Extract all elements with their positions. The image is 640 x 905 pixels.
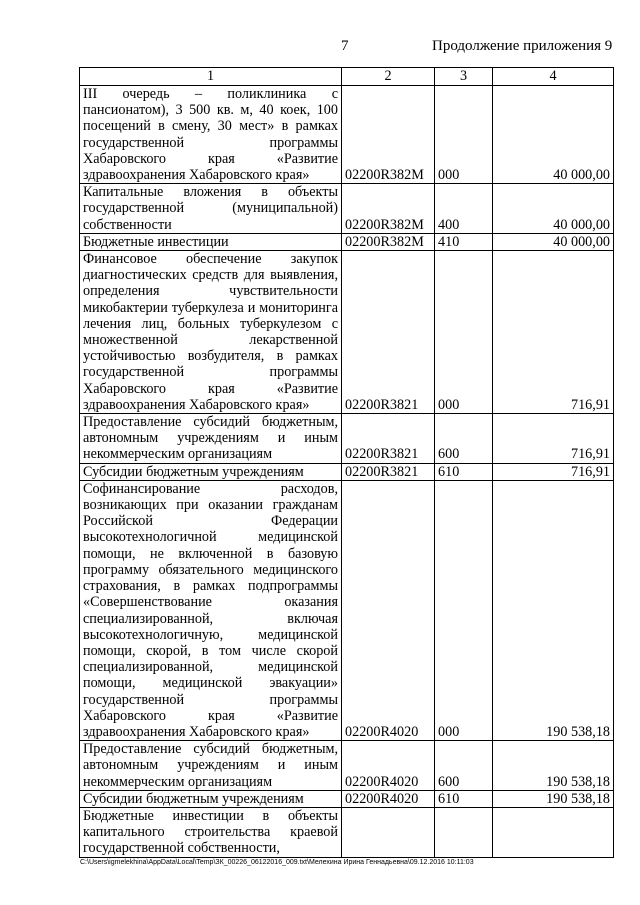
table-row: [80, 251, 614, 414]
row-kind: [435, 807, 493, 857]
table-row: [80, 184, 614, 234]
column-header-1: 1: [80, 68, 342, 86]
row-kind: 400: [435, 184, 493, 234]
table-row: [80, 414, 614, 464]
row-kind: 600: [435, 414, 493, 464]
column-header-4: 4: [493, 68, 614, 86]
row-code: [342, 807, 435, 857]
footer-file-path: C:\Users\igmelekhina\AppData\Local\Temp\ЗК_00226_06122016_009.txt\Мелехина Ирина Геннадьевна\09.12.2016 10:11:03: [80, 859, 474, 866]
row-amount: [493, 807, 614, 857]
row-name: Предоставление субсидий бюджетным, автономным учреждениям и иным некоммерческим организациям: [80, 414, 342, 464]
row-kind: 600: [435, 741, 493, 791]
row-kind: 000: [435, 86, 493, 184]
row-amount: 716,91: [493, 251, 614, 414]
row-code: 02200R382M: [342, 184, 435, 234]
row-code: 02200R4020: [342, 480, 435, 740]
table-header-row: [80, 68, 614, 86]
row-code: 02200R382M: [342, 233, 435, 250]
row-kind: 610: [435, 790, 493, 807]
row-amount: 716,91: [493, 463, 614, 480]
appendix-continuation-note: Продолжение приложения 9: [432, 38, 613, 54]
row-kind: 410: [435, 233, 493, 250]
row-code: 02200R3821: [342, 463, 435, 480]
row-name: Бюджетные инвестиции в объекты капитального строительства краевой государственной собственности,: [80, 807, 342, 857]
table-row: [80, 463, 614, 480]
row-name: Субсидии бюджетным учреждениям: [80, 463, 342, 480]
row-kind: 000: [435, 251, 493, 414]
row-kind: 000: [435, 480, 493, 740]
row-amount: 40 000,00: [493, 184, 614, 234]
row-amount: 40 000,00: [493, 86, 614, 184]
row-name: Субсидии бюджетным учреждениям: [80, 790, 342, 807]
row-code: 02200R3821: [342, 251, 435, 414]
row-kind: 610: [435, 463, 493, 480]
row-code: 02200R4020: [342, 741, 435, 791]
row-code: 02200R382M: [342, 86, 435, 184]
row-amount: 40 000,00: [493, 233, 614, 250]
column-header-2: 2: [342, 68, 435, 86]
row-amount: 716,91: [493, 414, 614, 464]
row-name: Предоставление субсидий бюджетным, автономным учреждениям и иным некоммерческим организациям: [80, 741, 342, 791]
column-header-3: 3: [435, 68, 493, 86]
table-row: [80, 741, 614, 791]
row-amount: 190 538,18: [493, 480, 614, 740]
row-amount: 190 538,18: [493, 790, 614, 807]
page-number: 7: [341, 38, 349, 54]
row-name: Софинансирование расходов, возникающих при оказании гражданам Российской Федерации высокотехнологичной медицинской помощи, не включенной в базовую программу обязательного медицинского страхования, в рамках подпрограммы «Совершенствование оказания специализированной, включая высокотехнологичную, медицинской помощи, скорой, в том числе скорой специализированной, медицинской помощи, медицинской эвакуации» государственной программы Хабаровского края «Развитие здравоохранения Хабаровского края»: [80, 480, 342, 740]
row-code: 02200R4020: [342, 790, 435, 807]
budget-table: [79, 67, 614, 858]
row-name: Бюджетные инвестиции: [80, 233, 342, 250]
table-row: [80, 233, 614, 250]
row-amount: 190 538,18: [493, 741, 614, 791]
row-name: Капитальные вложения в объекты государственной (муниципальной) собственности: [80, 184, 342, 234]
table-row: [80, 807, 614, 857]
table-row: [80, 480, 614, 740]
row-code: 02200R3821: [342, 414, 435, 464]
table-row: [80, 86, 614, 184]
row-name: III очередь – поликлиника с пансионатом), 3 500 кв. м, 40 коек, 100 посещений в смену, 30 мест» в рамках государственной программы Хабаровского края «Развитие здравоохранения Хабаровского края»: [80, 86, 342, 184]
table-row: [80, 790, 614, 807]
row-name: Финансовое обеспечение закупок диагностических средств для выявления, определения чувствительности микобактерии туберкулеза и мониторинга лечения лиц, больных туберкулезом с множественной лекарственной устойчивостью возбудителя, в рамках государственной программы Хабаровского края «Развитие здравоохранения Хабаровского края»: [80, 251, 342, 414]
